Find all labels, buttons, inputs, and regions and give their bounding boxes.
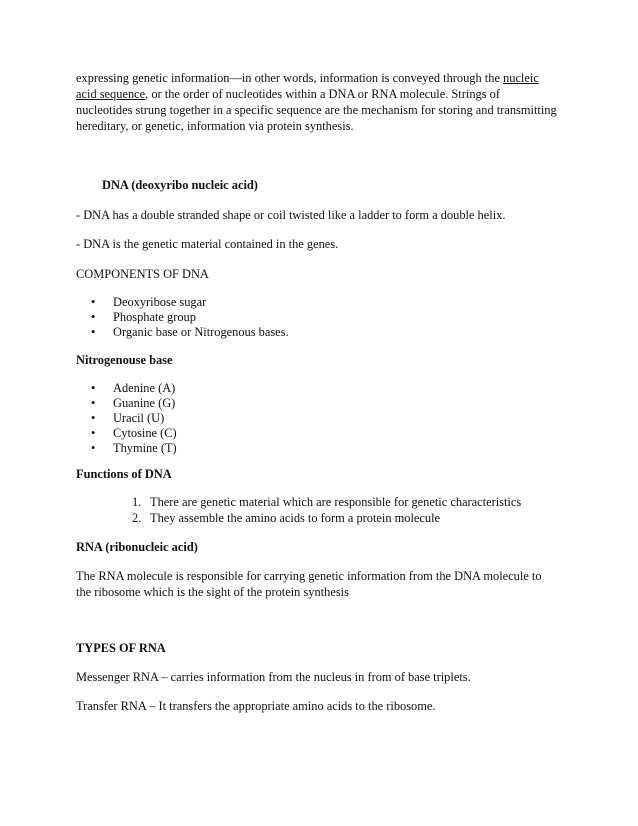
dna-heading: DNA (deoxyribo nucleic acid) [102, 178, 258, 192]
list-item: • Deoxyribose sugar [76, 295, 562, 310]
rna-type-transfer: Transfer RNA – It transfers the appropriate amino acids to the ribosome. [76, 699, 436, 713]
list-item: • Adenine (A) [76, 381, 562, 396]
intro-line-2: acid sequence, or the order of nucleotides within a DNA or RNA molecule. Strings of [76, 87, 500, 101]
nucleic-acid-sequence-link-cont[interactable]: acid sequence [76, 87, 146, 101]
rna-type-messenger: Messenger RNA – carries information from the nucleus in from of base triplets. [76, 670, 471, 684]
list-item: • Guanine (G) [76, 396, 562, 411]
intro-paragraph [76, 70, 562, 134]
intro-line-3: nucleotides strung together in a specific sequence are the mechanism for storing and transmitting [76, 103, 557, 117]
nitrogenous-base-heading: Nitrogenouse base [76, 353, 173, 367]
dna-point-1: - DNA has a double stranded shape or coil twisted like a ladder to form a double helix. [76, 208, 506, 222]
rna-paragraph: The RNA molecule is responsible for carrying genetic information from the DNA molecule to the ribosome which is the sight of the protein synthesis [76, 569, 542, 599]
intro-line-1: expressing genetic information—in other words, information is conveyed through the nucleic [76, 71, 539, 85]
list-item: • Thymine (T) [76, 441, 562, 456]
components-list [76, 295, 562, 340]
bases-list [76, 381, 562, 456]
nucleic-acid-sequence-link[interactable]: nucleic [503, 71, 539, 85]
list-item: • Phosphate group [76, 310, 562, 325]
list-item: • Cytosine (C) [76, 426, 562, 441]
dna-point-2: - DNA is the genetic material contained in the genes. [76, 237, 339, 251]
functions-list [76, 494, 562, 526]
list-item: 1. There are genetic material which are responsible for genetic characteristics [132, 495, 522, 509]
rna-heading: RNA (ribonucleic acid) [76, 540, 198, 554]
components-heading: COMPONENTS OF DNA [76, 267, 209, 281]
types-heading: TYPES OF RNA [76, 641, 166, 655]
intro-line-4: hereditary, or genetic, information via protein synthesis. [76, 119, 354, 133]
list-item: 2. They assemble the amino acids to form a protein molecule [132, 511, 441, 525]
list-item: • Organic base or Nitrogenous bases. [76, 325, 562, 340]
list-item: • Uracil (U) [76, 411, 562, 426]
functions-heading: Functions of DNA [76, 467, 172, 481]
